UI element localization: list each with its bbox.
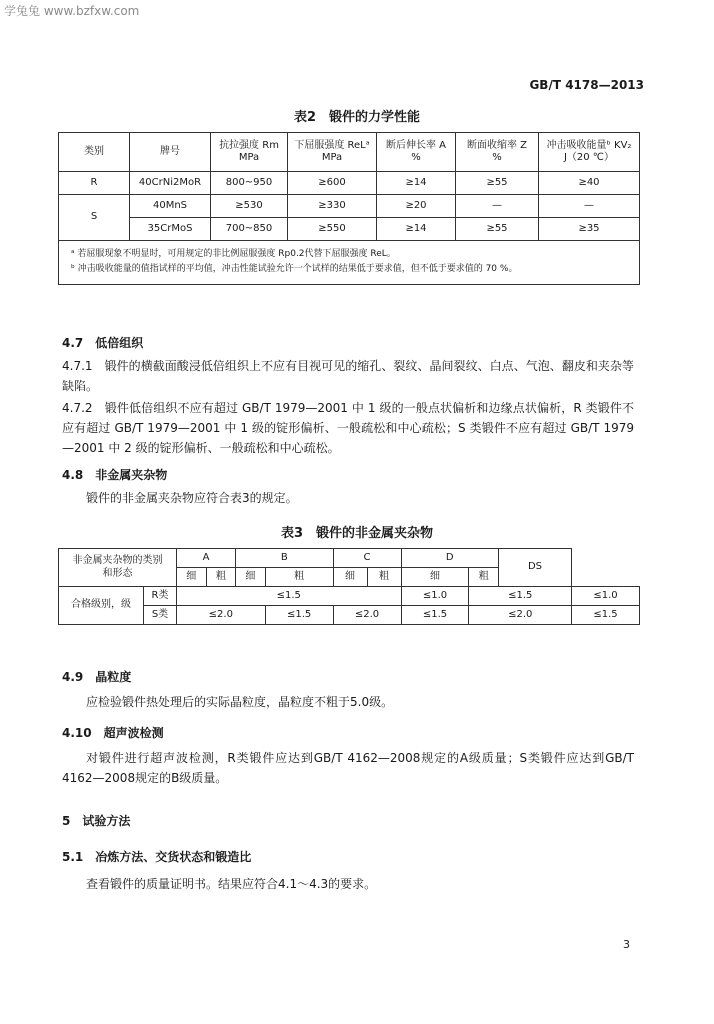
cell-value: ≥55 (456, 218, 539, 241)
header-cell: DS (499, 549, 572, 587)
row-label: R类 (144, 587, 177, 606)
row-label: 合格级别，级 (59, 587, 144, 625)
header-cell: A (177, 549, 236, 568)
cell-category: S (59, 195, 130, 241)
header-cell: B (236, 549, 333, 568)
header-cell: 断面收缩率 Z % (456, 133, 539, 172)
table-row (59, 587, 640, 606)
cell-value: ≤2.0 (333, 606, 401, 625)
cell-value: ≥20 (377, 195, 456, 218)
cell-value: ≥14 (377, 218, 456, 241)
footnote-b: ᵇ 冲击吸收能量的值指试样的平均值，冲击性能试验允许一个试样的结果低于要求值，但不低于要求值的 70 %。 (71, 264, 518, 275)
header-cell: 牌号 (130, 133, 211, 172)
section-4-10-title: 4.10 超声波检测 (62, 726, 164, 740)
header-cell: C (333, 549, 401, 568)
cell-value: ≥55 (456, 172, 539, 195)
table-header-row (59, 133, 640, 172)
cell-value: ≤1.0 (572, 587, 640, 606)
cell-grade: 35CrMoS (130, 218, 211, 241)
table-notes-row (59, 241, 640, 285)
table2-mechanical-properties (58, 132, 640, 285)
cell-value: ≤1.0 (401, 587, 469, 606)
header-cell: 细 (177, 568, 207, 587)
table-notes (59, 241, 640, 285)
table-row (59, 606, 640, 625)
section-4-7-title: 4.7 低倍组织 (62, 336, 144, 350)
header-cell: 细 (236, 568, 266, 587)
header-cell: 粗 (206, 568, 236, 587)
section-5-title: 5 试验方法 (62, 814, 131, 828)
footnote-a: ᵃ 若屈服现象不明显时，可用规定的非比例屈服强度 Rp0.2代替下屈服强度 ReL。 (71, 249, 396, 259)
header-cell: 粗 (265, 568, 333, 587)
cell-value: ≥14 (377, 172, 456, 195)
paragraph-4-7-2: 4.7.2 锻件低倍组织不应有超过 GB/T 1979—2001 中 1 级的一般点状偏析和边缘点状偏析，R 类锻件不应有超过 GB/T 1979—2001 中 1 级的锭形偏析、一般疏松和中心疏松；S 类锻件不应有超过 GB/T 1979—2001 中 2 级的锭形偏析、一般疏松和中心疏松。 (62, 401, 634, 455)
section-4-9-title: 4.9 晶粒度 (62, 670, 132, 684)
cell-value: ≥330 (288, 195, 377, 218)
cell-value: ≥550 (288, 218, 377, 241)
table-row (59, 218, 640, 241)
paragraph-4-9: 应检验锻件热处理后的实际晶粒度，晶粒度不粗于5.0级。 (86, 695, 394, 709)
cell-value: ≤2.0 (177, 606, 266, 625)
cell-value: — (539, 195, 640, 218)
cell-value: ≤1.5 (401, 606, 469, 625)
header-cell: D (401, 549, 498, 568)
table3-nonmetallic-inclusions (58, 548, 640, 625)
cell-value: 800~950 (211, 172, 288, 195)
cell-value: ≥35 (539, 218, 640, 241)
header-cell: 冲击吸收能量ᵇ KV₂ J（20 ℃） (539, 133, 640, 172)
cell-value: ≤2.0 (469, 606, 572, 625)
standard-number: GB/T 4178—2013 (529, 78, 644, 92)
cell-value: — (456, 195, 539, 218)
row-label: S类 (144, 606, 177, 625)
table2-caption: 表2 锻件的力学性能 (293, 110, 421, 125)
table-row (59, 172, 640, 195)
section-4-8-title: 4.8 非金属夹杂物 (62, 468, 168, 482)
page-number: 3 (623, 938, 630, 951)
header-cell: 非金属夹杂物的类别 和形态 (59, 549, 177, 587)
cell-value: ≤1.5 (265, 606, 333, 625)
header-cell: 类别 (59, 133, 130, 172)
cell-grade: 40CrNi2MoR (130, 172, 211, 195)
paragraph-4-7-1: 4.7.1 锻件的横截面酸浸低倍组织上不应有目视可见的缩孔、裂纹、晶间裂纹、白点、气泡、翻皮和夹杂等缺陷。 (62, 359, 634, 393)
cell-value: ≤1.5 (572, 606, 640, 625)
paragraph-4-8: 锻件的非金属夹杂物应符合表3的规定。 (86, 491, 298, 505)
header-cell: 细 (333, 568, 367, 587)
cell-category: R (59, 172, 130, 195)
paragraph-5-1: 查看锻件的质量证明书。结果应符合4.1～4.3的要求。 (86, 877, 377, 891)
header-cell: 粗 (469, 568, 499, 587)
cell-value: ≤1.5 (177, 587, 402, 606)
header-cell: 粗 (367, 568, 401, 587)
paragraph-4-10: 对锻件进行超声波检测，R类锻件应达到GB/T 4162—2008规定的A级质量；S类锻件应达到GB/T 4162—2008规定的B级质量。 (62, 751, 634, 785)
cell-value: 700~850 (211, 218, 288, 241)
cell-value: ≥600 (288, 172, 377, 195)
table3-caption: 表3 锻件的非金属夹杂物 (280, 526, 434, 541)
header-cell: 抗拉强度 Rm MPa (211, 133, 288, 172)
header-cell: 下屈服强度 ReLᵃ MPa (288, 133, 377, 172)
header-cell: 断后伸长率 A % (377, 133, 456, 172)
watermark-text: 学兔兔 www.bzfxw.com (4, 4, 140, 18)
header-cell: 细 (401, 568, 469, 587)
table-row (59, 195, 640, 218)
cell-value: ≥530 (211, 195, 288, 218)
section-5-1-title: 5.1 冶炼方法、交货状态和锻造比 (62, 850, 252, 864)
cell-grade: 40MnS (130, 195, 211, 218)
table-header-row (59, 549, 640, 568)
cell-value: ≥40 (539, 172, 640, 195)
cell-value: ≤1.5 (469, 587, 572, 606)
